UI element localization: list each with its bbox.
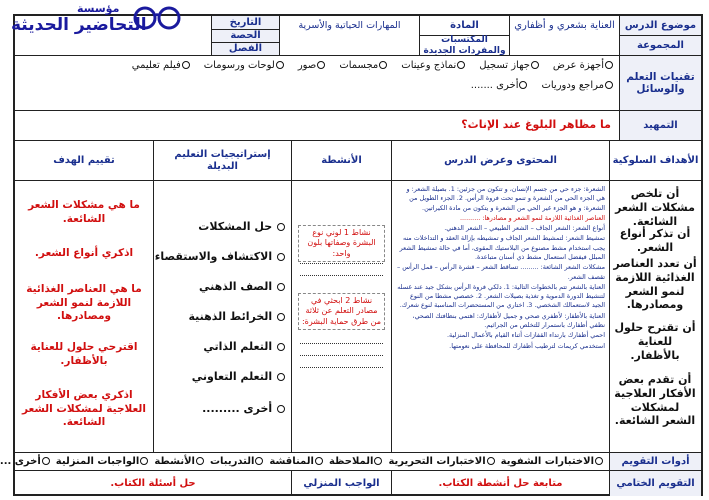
checkbox-circle-icon[interactable] — [277, 253, 285, 261]
assessment-option[interactable]: التدريبات — [210, 456, 263, 468]
column-headers — [15, 141, 701, 181]
assessment-row — [0, 453, 701, 471]
homework-value: حل أسئلة الكتاب. — [110, 477, 196, 489]
checkbox-circle-icon[interactable] — [277, 343, 285, 351]
means-line-2 — [19, 80, 613, 92]
checkbox-circle-icon[interactable] — [277, 223, 285, 231]
means-option[interactable]: أجهزة عرض — [553, 60, 613, 72]
brand-logo — [11, 2, 186, 38]
content-paragraph: تمشيط الشعر: لتمشيط الشعر الجاف و تمشيطه بإزالة العقد و التداخلات منه يجب استخدام مشط مصنوع من البلاستيك المقوى، أما في حالة تمشيط الشعر المبلل فيفضل استعمال مشط ذي أسنان متباعدة. — [399, 234, 605, 261]
evaluation-item: ما هي العناصر الغذائية اللازمة لنمو الشعر ومصادرها. — [26, 283, 142, 323]
checkbox-circle-icon[interactable] — [277, 405, 285, 413]
assessment-option[interactable]: الأنشطة — [154, 456, 204, 468]
strategy-item[interactable]: التعلم التعاوني — [192, 371, 285, 384]
assessment-option[interactable]: الواجبات المنزلية — [56, 456, 149, 468]
answer-line — [300, 355, 383, 356]
evaluation-item: اذكري بعض الأفكار العلاجية لمشكلات الشعر الشائعة. — [22, 389, 146, 429]
header-content: المحتوى وعرض الدرس — [391, 141, 609, 180]
strategy-item[interactable]: أخرى ......... — [202, 403, 285, 416]
checkbox-circle-icon[interactable] — [519, 81, 527, 89]
content-paragraph: مشكلات الشعر الشائعة: ......... تساقط الشعر – قشرة الرأس – قمل الرأس – تقصف الشعر. — [396, 263, 605, 281]
period-label: الحصة — [212, 29, 279, 42]
checkbox-circle-icon[interactable] — [605, 81, 613, 89]
final-row — [15, 471, 701, 496]
assessment-option[interactable]: الاختبارات التحريرية — [388, 456, 494, 468]
date-label-cell — [211, 16, 279, 55]
subject-label-cell — [419, 16, 509, 55]
answer-line — [300, 343, 383, 344]
checkbox-circle-icon[interactable] — [315, 457, 323, 465]
content-paragraph: العناية بالأظفار: لأظفري صحي و جميل لأظفارك: اهتمي بنظافتك الصحي، نظفي أظفارك باستمرار للتخلص من الجراثيم. — [412, 311, 605, 329]
topic-value: العناية بشعري و أظفاري — [514, 20, 615, 32]
objective-item: أن تقترح حلول للعناية بالأظفار. — [614, 321, 696, 362]
subject-value-cell — [279, 16, 419, 55]
final-label: التقويم الختامي — [609, 471, 701, 496]
checkbox-circle-icon[interactable] — [276, 61, 284, 69]
topic-label-cell — [619, 16, 701, 55]
subject-value: المهارات الحياتية والأسرية — [298, 19, 401, 31]
vocab-label: المكتسبات والمفردات الجديدة — [420, 35, 509, 55]
checkbox-circle-icon[interactable] — [531, 61, 539, 69]
checkbox-circle-icon[interactable] — [182, 61, 190, 69]
evaluation-item: ما هي مشكلات الشعر الشائعة. — [28, 199, 140, 225]
answer-line — [300, 367, 383, 368]
means-option[interactable]: مجسمات — [339, 60, 387, 72]
assessment-label: أدوات التقويم — [609, 453, 701, 470]
content-text — [396, 185, 605, 352]
answer-line — [300, 263, 383, 264]
checkbox-circle-icon[interactable] — [457, 61, 465, 69]
topic-label: موضوع الدرس — [624, 19, 697, 31]
topic-value-cell — [509, 16, 619, 55]
checkbox-circle-icon[interactable] — [196, 457, 204, 465]
header-objectives: الأهداف السلوكية — [609, 141, 701, 180]
checkbox-circle-icon[interactable] — [277, 313, 285, 321]
intro-label: التمهيد — [619, 111, 701, 140]
header-evaluation: تقييم الهدف — [53, 154, 115, 166]
means-option[interactable]: أخرى ....... — [471, 80, 528, 92]
strategy-item[interactable]: التعلم الذاتي — [203, 341, 285, 354]
checkbox-circle-icon[interactable] — [605, 61, 613, 69]
strategy-item[interactable]: الصف الذهني — [199, 281, 285, 294]
means-option[interactable]: جهاز تسجيل — [479, 60, 539, 72]
objective-item: أن تذكر أنواع الشعر. — [619, 227, 691, 254]
strategy-item[interactable]: حل المشكلات — [198, 221, 285, 234]
means-line-1 — [19, 60, 613, 72]
subject-label: المادة — [450, 19, 479, 31]
means-options — [15, 56, 619, 110]
assessment-option[interactable]: الاختبارات الشفوية — [501, 456, 603, 468]
strategies-column — [153, 181, 291, 452]
assessment-option[interactable]: المناقشة — [269, 456, 323, 468]
objectives-column — [609, 181, 701, 452]
objective-item: أن تعدد العناصر الغذائية اللازمة لنمو الشعر ومصادرها. — [613, 257, 697, 312]
evaluation-item: اقترحي حلول للعناية بالأظفار. — [30, 341, 138, 367]
homework-label: الواجب المنزلي — [291, 471, 391, 496]
date-label: التاريخ — [229, 16, 262, 28]
checkbox-circle-icon[interactable] — [42, 457, 50, 465]
checkbox-circle-icon[interactable] — [595, 457, 603, 465]
activity-1: نشاط 1 لوني نوع البشرة وصفاتها بلون واحد: — [298, 225, 385, 262]
checkbox-circle-icon[interactable] — [140, 457, 148, 465]
intro-text: ما مظاهر البلوغ عند الإناث؟ — [461, 118, 611, 132]
means-option[interactable]: نماذج وعينات — [401, 60, 465, 72]
checkbox-circle-icon[interactable] — [487, 457, 495, 465]
assessment-option[interactable]: أخرى ... — [0, 456, 50, 468]
content-paragraph: العناصر الغذائية اللازمة لنمو الشعر و مصادرها: .......... — [459, 213, 605, 222]
strategy-item[interactable]: الخرائط الذهنية — [188, 311, 285, 324]
activities-column — [291, 181, 391, 452]
checkbox-circle-icon[interactable] — [277, 283, 285, 291]
intro-row — [15, 111, 701, 141]
evaluation-column — [15, 181, 153, 452]
activity-2: نشاط 2 ابحثي في مصادر التعلم عن ثلاثة من طرق حماية البشرة: — [298, 293, 385, 330]
means-option[interactable]: صور — [298, 60, 326, 72]
content-paragraph: العناية بالشعر تتم بالخطوات التالية: 1. دلكي فروة الرأس بشكل جيد عند غسله لتنشيط الدورة الدموية و تغذية بصيلات الشعر. 2. خصصي مشطا من النوع الجيد لاستعمالك الشخصي. 3. اختاري من المستحضرات المناسبة لنوع شعرك. — [397, 282, 605, 310]
content-column — [391, 181, 609, 452]
glasses-icon — [131, 4, 183, 34]
strategy-item[interactable]: الاكتشاف والاستقصاء — [155, 251, 285, 264]
means-option[interactable]: مراجع ودوريات — [541, 80, 613, 92]
lesson-plan-table — [0, 14, 703, 496]
class-label: الفصل — [212, 42, 279, 55]
objective-item: أن تقدم بعض الأفكار العلاجية لمشكلات الشعر الشائعة. — [614, 373, 696, 428]
logo-org: مؤسسة — [77, 2, 120, 15]
content-paragraph: احمي أظفارك بارتداء القفازات أثناء القيام بالأعمال المنزلية. — [447, 331, 605, 340]
assessment-tools — [0, 453, 609, 470]
means-option[interactable]: لوحات ورسومات — [204, 60, 284, 72]
lesson-body — [15, 181, 701, 453]
means-label: تقنيات التعلم والوسائل — [619, 56, 701, 110]
final-value: متابعة حل أنشطة الكتاب. — [391, 471, 609, 496]
answer-line — [300, 275, 383, 276]
assessment-option[interactable]: الملاحظة — [329, 456, 383, 468]
logo-brand: التحاضير الحديثة — [11, 15, 147, 35]
means-option[interactable]: فيلم تعليمي — [132, 60, 190, 72]
group-label: المجموعة — [620, 35, 701, 55]
content-paragraph: أنواع الشعر: الشعر الجاف – الشعر الطبيعي – الشعر الدهني. — [444, 224, 605, 233]
header-strategies: إستراتيجيات التعليم البديلة — [153, 141, 291, 180]
content-paragraph: الشعرة: جزء حي من جسم الإنسان، و تتكون من جزئين: 1. بصيلة الشعر: و هي الجزء الحي من الشعرة و تنمو تحت فروة الرأس. 2. الجزء الطويل من الشعرة: و هو الجزء غير الحي من الشعرة و يتكون من مادة الكيراتين. — [406, 185, 605, 212]
means-row — [15, 56, 701, 111]
checkbox-circle-icon[interactable] — [379, 61, 387, 69]
content-paragraph: استخدمي كريمات لترطيب أظفارك للمحافظة على نعومتها. — [449, 341, 605, 350]
checkbox-circle-icon[interactable] — [374, 457, 382, 465]
header-activities: الأنشطة — [291, 141, 391, 180]
checkbox-circle-icon[interactable] — [277, 373, 285, 381]
evaluation-item: اذكري أنواع الشعر. — [34, 247, 134, 259]
checkbox-circle-icon[interactable] — [317, 61, 325, 69]
checkbox-circle-icon[interactable] — [255, 457, 263, 465]
objective-item: أن تلخص مشكلات الشعر الشائعة. — [615, 187, 695, 228]
